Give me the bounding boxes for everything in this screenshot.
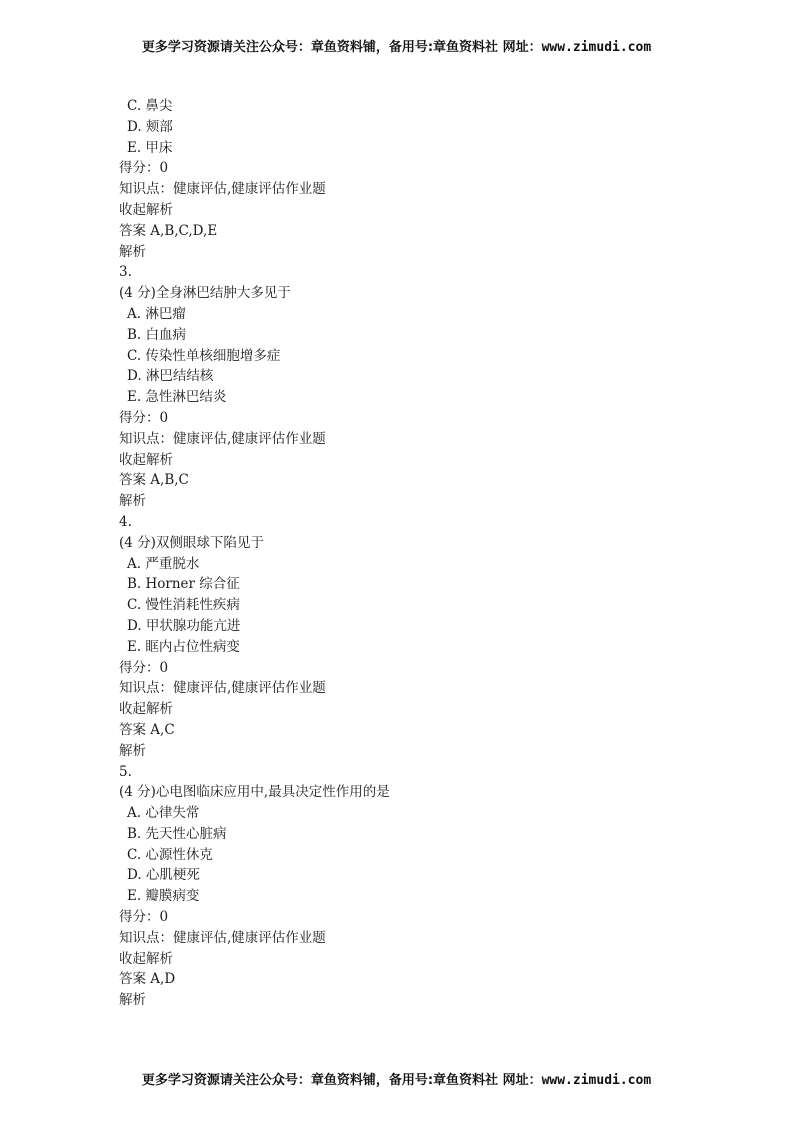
footer-banner bbox=[0, 1069, 793, 1088]
text-line: 答案 A,C bbox=[119, 721, 175, 738]
answer-option: B. 先天性心脏病 bbox=[127, 825, 227, 842]
answer-option: B. 白血病 bbox=[127, 326, 187, 343]
answer-option: C. 心源性休克 bbox=[127, 846, 213, 863]
answer-option: B. Horner 综合征 bbox=[127, 576, 240, 593]
collapse-analysis-link[interactable]: 收起解析 bbox=[119, 201, 173, 218]
answer-option: A. 严重脱水 bbox=[127, 555, 200, 572]
header-banner bbox=[0, 36, 793, 55]
answer-option: C. 传染性单核细胞增多症 bbox=[127, 347, 281, 364]
text-line: 知识点：健康评估,健康评估作业题 bbox=[119, 430, 326, 447]
answer-option: A. 淋巴瘤 bbox=[127, 305, 186, 322]
answer-option: E. 急性淋巴结炎 bbox=[127, 389, 227, 406]
collapse-analysis-link[interactable]: 收起解析 bbox=[119, 950, 173, 967]
text-line: 得分：0 bbox=[119, 409, 169, 426]
answer-option: D. 淋巴结结核 bbox=[127, 368, 214, 385]
text-line: 得分：0 bbox=[119, 909, 169, 926]
collapse-analysis-link[interactable]: 收起解析 bbox=[119, 451, 173, 468]
text-line: 知识点：健康评估,健康评估作业题 bbox=[119, 680, 326, 697]
footer-banner-text: 更多学习资源请关注公众号：章鱼资料铺，备用号:章鱼资料社 网址： bbox=[141, 1073, 542, 1088]
text-line: (4 分)全身淋巴结肿大多见于 bbox=[119, 285, 291, 302]
text-line: 3. bbox=[119, 264, 132, 281]
answer-option: A. 心律失常 bbox=[127, 805, 200, 822]
text-line: 解析 bbox=[119, 493, 146, 510]
text-line: 得分：0 bbox=[119, 659, 169, 676]
document-body bbox=[119, 96, 719, 1011]
answer-option: D. 颊部 bbox=[127, 118, 173, 135]
footer-banner-site[interactable]: www.zimudi.com bbox=[541, 1073, 652, 1088]
text-line: 解析 bbox=[119, 243, 146, 260]
text-line: 知识点：健康评估,健康评估作业题 bbox=[119, 181, 326, 198]
answer-option: E. 眶内占位性病变 bbox=[127, 638, 240, 655]
text-line: 4. bbox=[119, 513, 132, 530]
answer-option: D. 甲状腺功能亢进 bbox=[127, 617, 241, 634]
collapse-analysis-link[interactable]: 收起解析 bbox=[119, 701, 173, 718]
header-banner-text: 更多学习资源请关注公众号：章鱼资料铺，备用号:章鱼资料社 网址： bbox=[141, 40, 542, 55]
answer-option: C. 鼻尖 bbox=[127, 98, 173, 114]
text-line: 答案 A,B,C bbox=[119, 472, 189, 489]
header-banner-site[interactable]: www.zimudi.com bbox=[541, 40, 652, 55]
answer-option: D. 心肌梗死 bbox=[127, 867, 200, 884]
text-line: 答案 A,D bbox=[119, 971, 176, 988]
text-line: 5. bbox=[119, 763, 132, 780]
answer-option: E. 甲床 bbox=[127, 139, 173, 156]
answer-option: E. 瓣膜病变 bbox=[127, 888, 200, 905]
text-line: 得分：0 bbox=[119, 160, 169, 177]
text-line: 答案 A,B,C,D,E bbox=[119, 222, 218, 239]
text-line: 解析 bbox=[119, 992, 146, 1009]
text-line: (4 分)心电图临床应用中,最具决定性作用的是 bbox=[119, 784, 390, 801]
text-line: 解析 bbox=[119, 742, 146, 759]
text-line: 知识点：健康评估,健康评估作业题 bbox=[119, 929, 326, 946]
text-line: (4 分)双侧眼球下陷见于 bbox=[119, 534, 264, 551]
answer-option: C. 慢性消耗性疾病 bbox=[127, 597, 240, 614]
